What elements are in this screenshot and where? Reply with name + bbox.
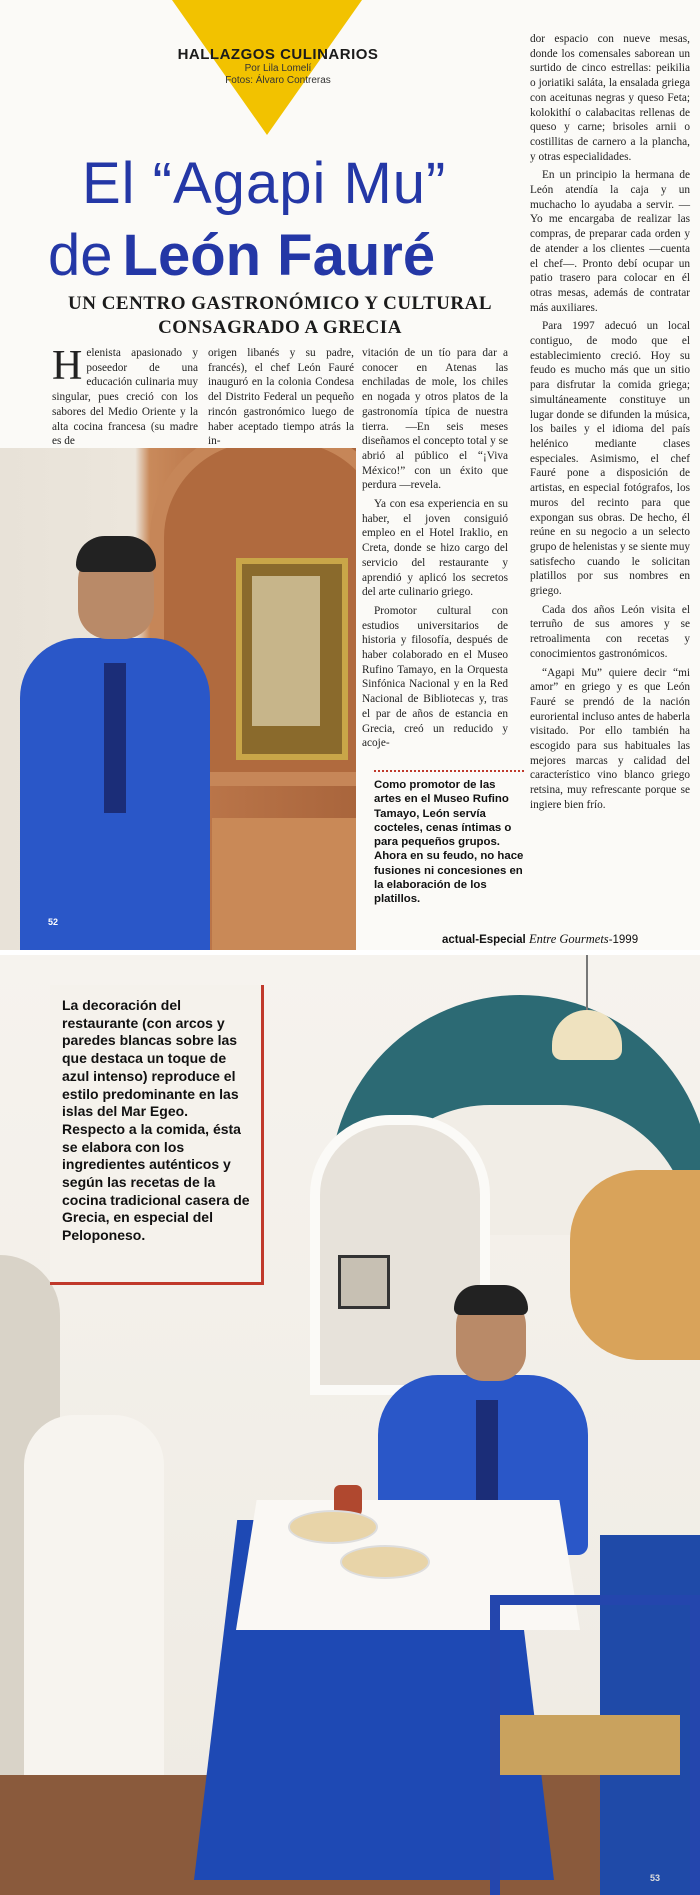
column-4-paragraph-1: dor espacio con nueve mesas, donde los comensales saborean un surtido de cinco estrellas: peikilia o joriatiki saláta, la ensalada griega con aceitunas negras y queso Feta; kolokithí o calabacitas rellenas de queso y carne; brisoles arnii o costillitas de carnero a la plancha, y otras especialidades. (530, 33, 690, 163)
brick-shelf (212, 818, 356, 950)
headline-line1: El “Agapi Mu” (82, 151, 447, 216)
subheadline (60, 292, 500, 340)
article-column-2 (208, 346, 354, 453)
food-plate (340, 1545, 430, 1579)
greek-mural (570, 1170, 700, 1360)
photo-credit: Fotos: Álvaro Contreras (225, 75, 331, 86)
column-4-paragraph-5: “Agapi Mu” quiere decir “mi amor” en griego y es que León Fauré se prendó de la nación euroriental incluso antes de haberla visitado. Por ello también ha escogido para sus habituales las mejores marcas y calidad del característico vino blanco griego retsina, muy refrescante porque se ingiere bien frío. (530, 666, 690, 811)
chef-hair (76, 536, 156, 572)
chef-seated-hair (454, 1285, 528, 1315)
framed-picture (338, 1255, 390, 1309)
blue-chair (490, 1595, 700, 1895)
column-3-paragraph-3: Promotor cultural con estudios universitarios de historia y filosofía, después de haber colaborado en el Museo Rufino Tamayo, en la Orquesta Sinfónica Nacional y en la Red Nacional de Bibliotecas y, tras el par de años de estancia en Grecia, creó un reducido y acoje- (362, 604, 508, 750)
article-column-4 (530, 32, 690, 817)
photo-caption-2: La decoración del restaurante (con arcos y paredes blancas sobre las que destaca un toque de azul intenso) reproduce el estilo predominante en las islas del Mar Egeo. Respecto a la comida, ésta se elabora con los ingredientes auténticos y según las recetas de la cocina tradicional casera de Grecia, en especial del Peloponeso. (50, 985, 264, 1285)
headline-name: León Fauré (122, 223, 436, 288)
column-4-paragraph-4: Cada dos años León visita el terruño de sus amores y se retroalimenta con recetas y conocimientos gastronómicos. (530, 603, 690, 660)
column-4-paragraph-3: Para 1997 adecuó un local contiguo, de modo que el establecimiento creció. Hoy su feudo es mucho más que un sitio para disfrutar la comida griega; simultáneamente constituye un lugar donde se difunden la música, los bailes y el idioma del país helénico mediante clases especiales. Asimismo, el chef Fauré pone a disposición de artistas, en especial fotógrafos, los muros del recinto para que expongan sus obras. De hecho, él reúne en su negocio a un selecto grupo de helenistas y se siente muy satisfecho cuando le solicitan platillos por sus nombres en griego. (530, 320, 691, 598)
footer-magazine: actual-Especial (442, 934, 526, 946)
page-number-right: 53 (650, 1873, 661, 1883)
column-2-text: origen libanés y su padre, francés), el chef León Fauré inauguró en la colonia Condesa del Distrito Federal un pequeño rincón gastronómico luego de haber aceptado tiempo atrás la in- (208, 347, 354, 448)
footer-publication: Entre Gourmets (528, 932, 609, 946)
section-title: HALLAZGOS CULINARIOS (177, 46, 379, 63)
section-header (118, 46, 438, 87)
article-column-1 (52, 343, 198, 453)
column-1-text: elenista apasionado y poseedor de una educación culinaria muy singular, pues creció con los sabores del Medio Oriente y la alta cocina francesa (su madre es de (52, 347, 198, 448)
headline-prefix: de (48, 223, 113, 288)
article-column-3 (362, 346, 508, 755)
subheadline-line1: UN CENTRO GASTRONÓMICO Y CULTURAL (68, 293, 492, 314)
column-3-paragraph-2: Ya con esa experiencia en su haber, el joven consiguió empleo en el Hotel Iraklio, en Creta, donde se hizo cargo del servicio del restaurante y aprendió y aplicó los secretos del arte culinario griego. (362, 498, 508, 599)
chef-seated-tie (476, 1400, 498, 1500)
food-plate (288, 1510, 378, 1544)
column-3-paragraph-1: vitación de un tío para dar a conocer en Atenas las enchiladas de mole, los chiles en nogada y otros platos de la gastronomía típica de nuestra tierra. —En seis meses diseñamos el concepto total y se abrió al público el “¡Viva México!” con un éxito que perdura —revela. (362, 347, 508, 492)
footer-year: -1999 (608, 934, 639, 946)
headline-line2 (48, 222, 435, 289)
photo-caption-1: Como promotor de las artes en el Museo Rufino Tamayo, León servía cocteles, cenas íntimas o para pequeños grupos. Ahora en su feudo, no hace fusiones ni concesiones en la elaboración de los platillos. (374, 770, 524, 907)
drop-cap: H (52, 343, 83, 389)
lamp-cord (586, 955, 588, 1010)
restaurant-photo-page (0, 955, 700, 1895)
page-number-left: 52 (48, 917, 59, 927)
column-4-paragraph-2: En un principio la hermana de León atendía la caja y un muchacho lo ayudaba a servir. —Yo me encargaba de realizar las compras, de preparar cada orden y de atender a los clientes —cuenta el chef—. Pronto debí ocupar un patio trasero para colocar en él otras mesas, además de contratar más auxiliares. (530, 169, 690, 314)
chef-portrait-photo (0, 448, 356, 950)
magazine-footer (442, 932, 638, 947)
author-credit: Por Lila Lomelí (244, 63, 312, 74)
mirror-glass (252, 576, 320, 726)
subheadline-line2: CONSAGRADO A GRECIA (158, 317, 402, 338)
chef-tie (104, 663, 126, 813)
